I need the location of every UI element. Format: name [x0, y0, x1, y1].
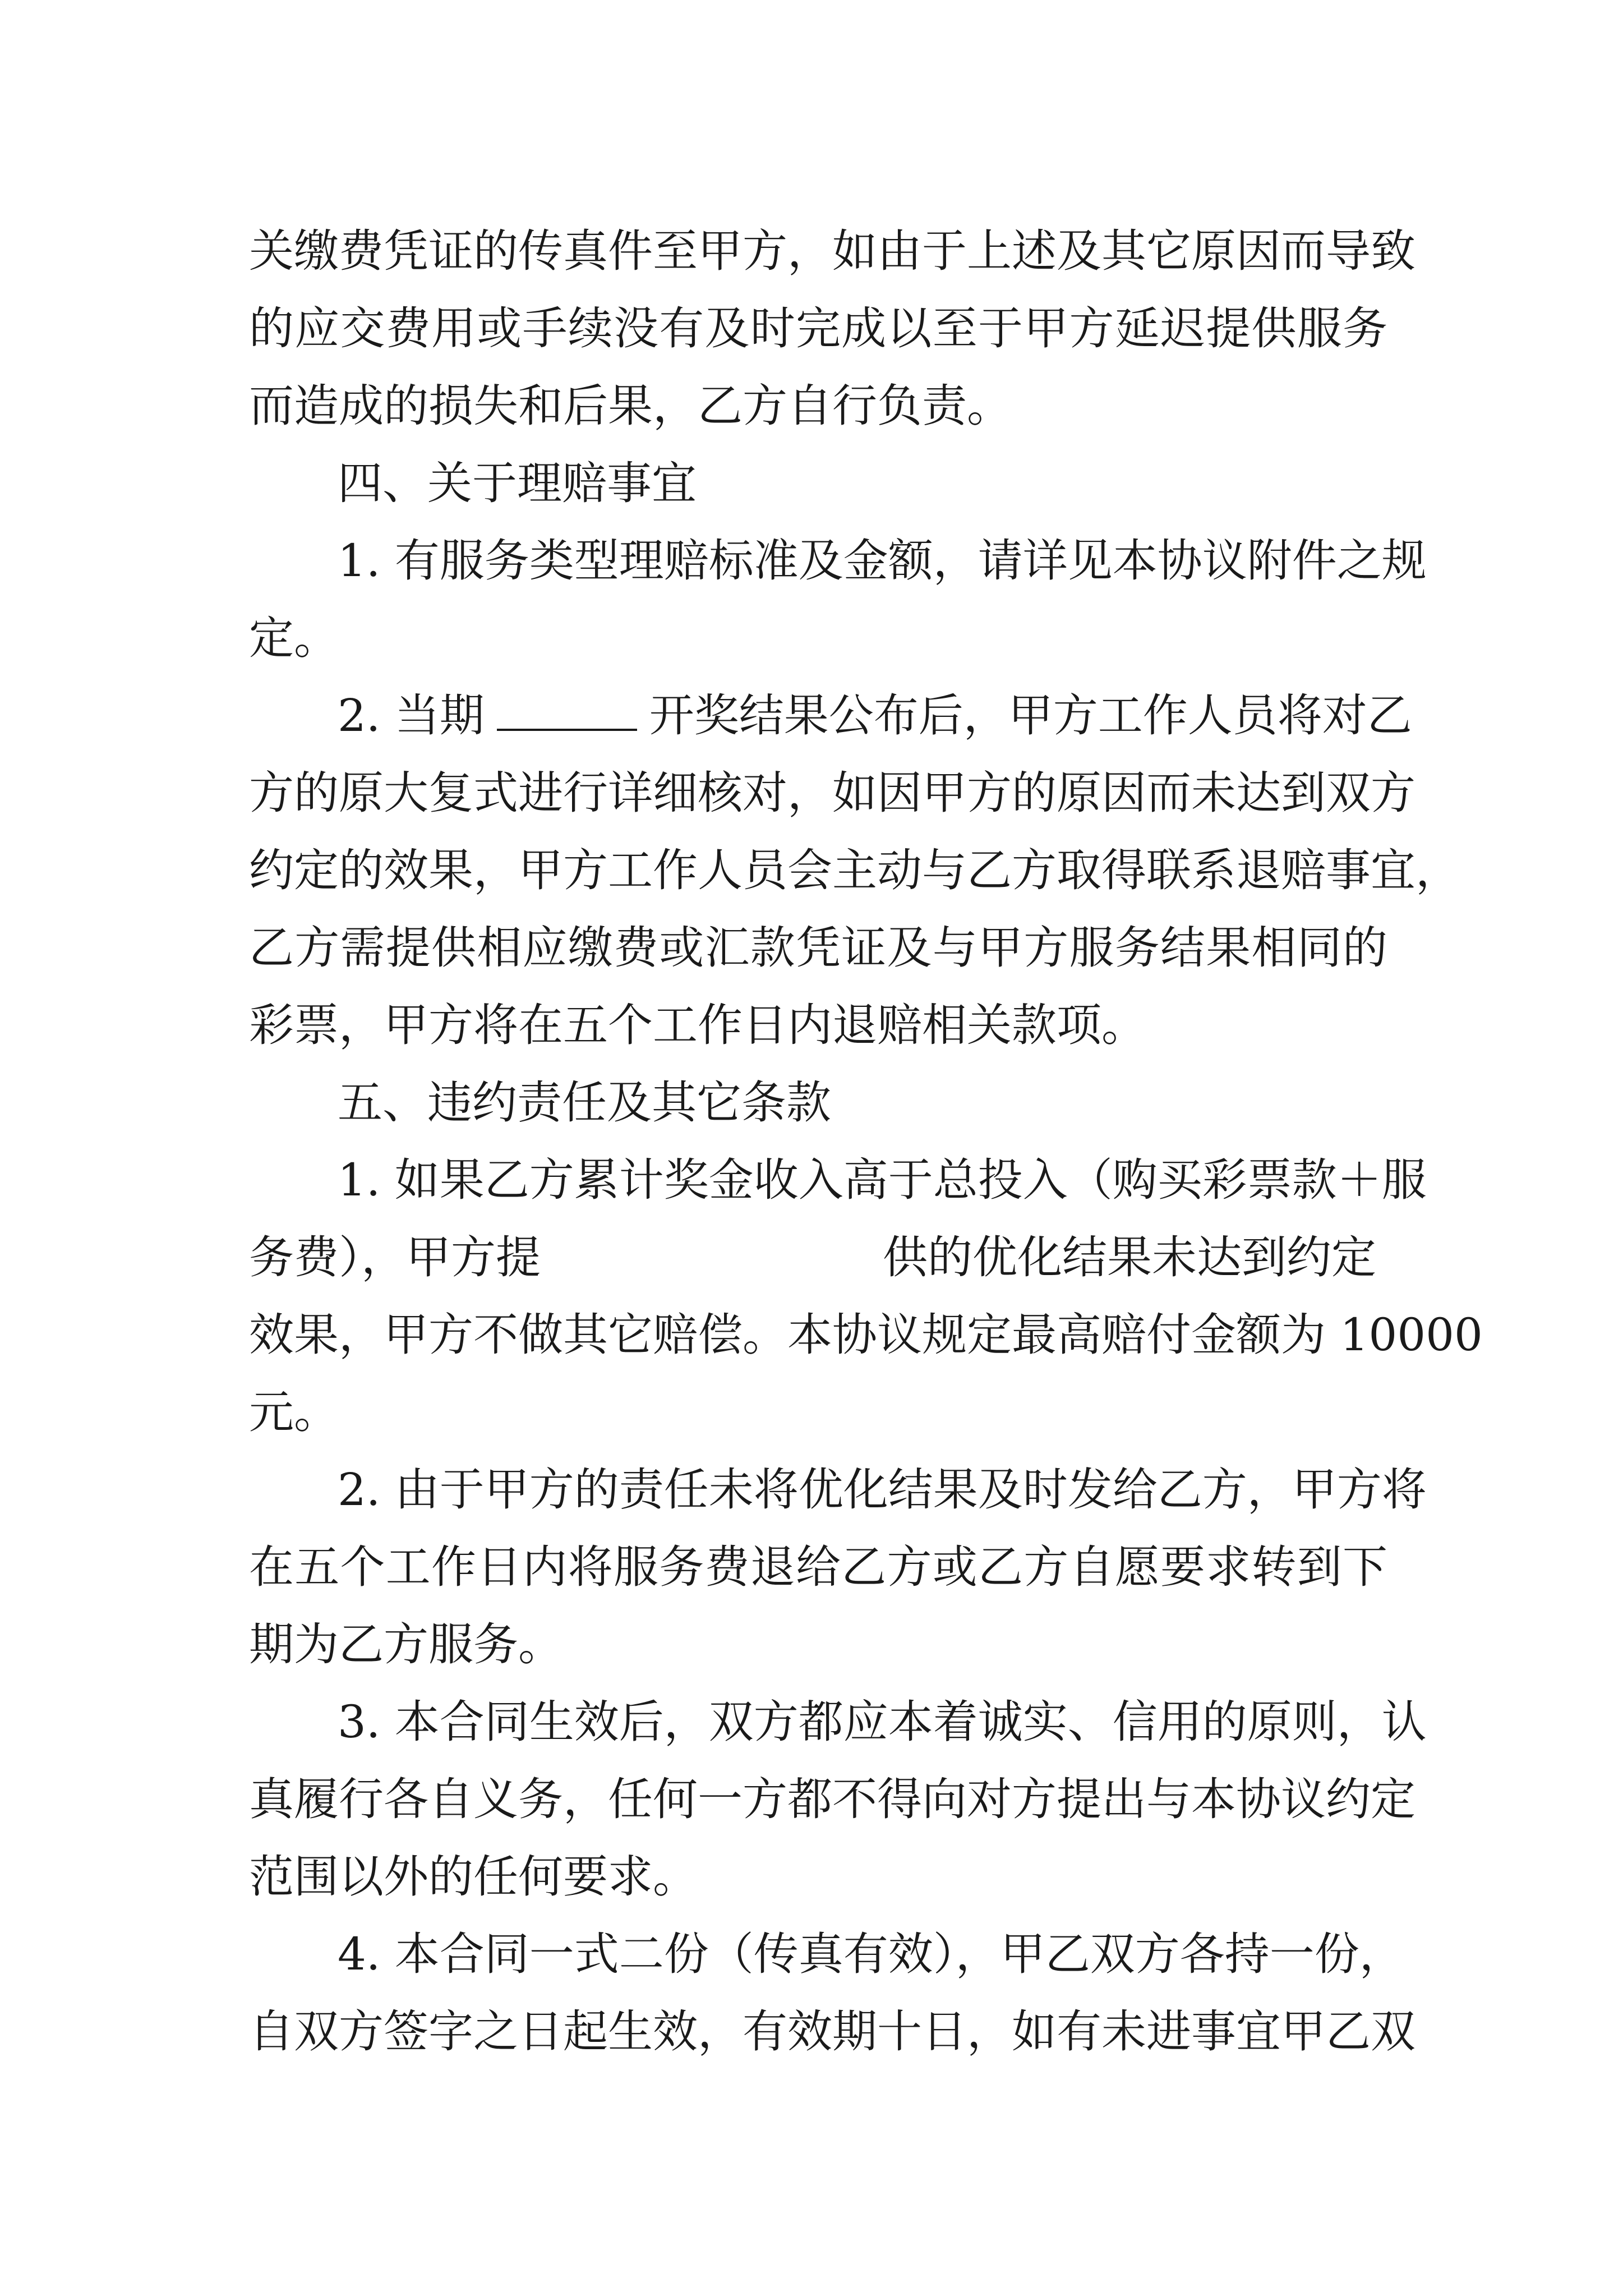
paragraph-line: 自双方签字之日起生效，有效期十日，如有未进事宜甲乙双	[249, 2005, 1415, 2058]
paragraph-line: 效果，甲方不做其它赔偿。本协议规定最高赔付金额为 10000	[249, 1309, 1483, 1361]
paragraph-line: 1. 有服务类型理赔标准及金额，请详见本协议附件之规	[338, 535, 1427, 587]
paragraph-line: 的应交费用或手续没有及时完成以至于甲方延迟提供服务	[249, 302, 1387, 355]
paragraph-line: 期为乙方服务。	[249, 1618, 563, 1671]
paragraph-line: 定。	[249, 612, 339, 664]
paragraph-line: 而造成的损失和后果，乙方自行负责。	[249, 380, 1012, 432]
paragraph-line: 元。	[249, 1386, 339, 1438]
paragraph-line: 关缴费凭证的传真件至甲方，如由于上述及其它原因而导致	[249, 225, 1415, 277]
paragraph-line: 4. 本合同一式二份（传真有效），甲乙双方各持一份，	[338, 1928, 1404, 1980]
paragraph-line-with-blank	[338, 682, 1412, 749]
paragraph-line: 真履行各自义务，任何一方都不得向对方提出与本协议约定	[249, 1773, 1415, 1825]
line-prefix: 2. 当期	[338, 689, 485, 742]
section-heading-4: 四、关于理赔事宜	[338, 457, 697, 509]
paragraph-line: 3. 本合同生效后，双方都应本着诚实、信用的原则，认	[338, 1696, 1427, 1748]
section-heading-5: 五、违约责任及其它条款	[338, 1076, 831, 1129]
paragraph-line: 在五个工作日内将服务费退给乙方或乙方自愿要求转到下	[249, 1541, 1387, 1593]
line-prefix: 务费），甲方提	[249, 1231, 541, 1283]
paragraph-line: 乙方需提供相应缴费或汇款凭证及与甲方服务结果相同的	[249, 922, 1387, 974]
paragraph-line-with-gap	[249, 1224, 1387, 1291]
line-suffix: 供的优化结果未达到约定	[883, 1231, 1376, 1283]
paragraph-line: 范围以外的任何要求。	[249, 1851, 698, 1903]
paragraph-line: 约定的效果，甲方工作人员会主动与乙方取得联系退赔事宜，	[249, 844, 1460, 896]
paragraph-line: 1. 如果乙方累计奖金收入高于总投入（购买彩票款＋服	[338, 1154, 1427, 1206]
fill-in-blank	[497, 725, 637, 731]
paragraph-line: 方的原大复式进行详细核对，如因甲方的原因而未达到双方	[249, 767, 1415, 819]
line-suffix: 开奖结果公布后，甲方工作人员将对乙	[649, 689, 1412, 742]
paragraph-line: 彩票，甲方将在五个工作日内退赔相关款项。	[249, 999, 1146, 1051]
paragraph-line: 2. 由于甲方的责任未将优化结果及时发给乙方，甲方将	[338, 1464, 1427, 1516]
